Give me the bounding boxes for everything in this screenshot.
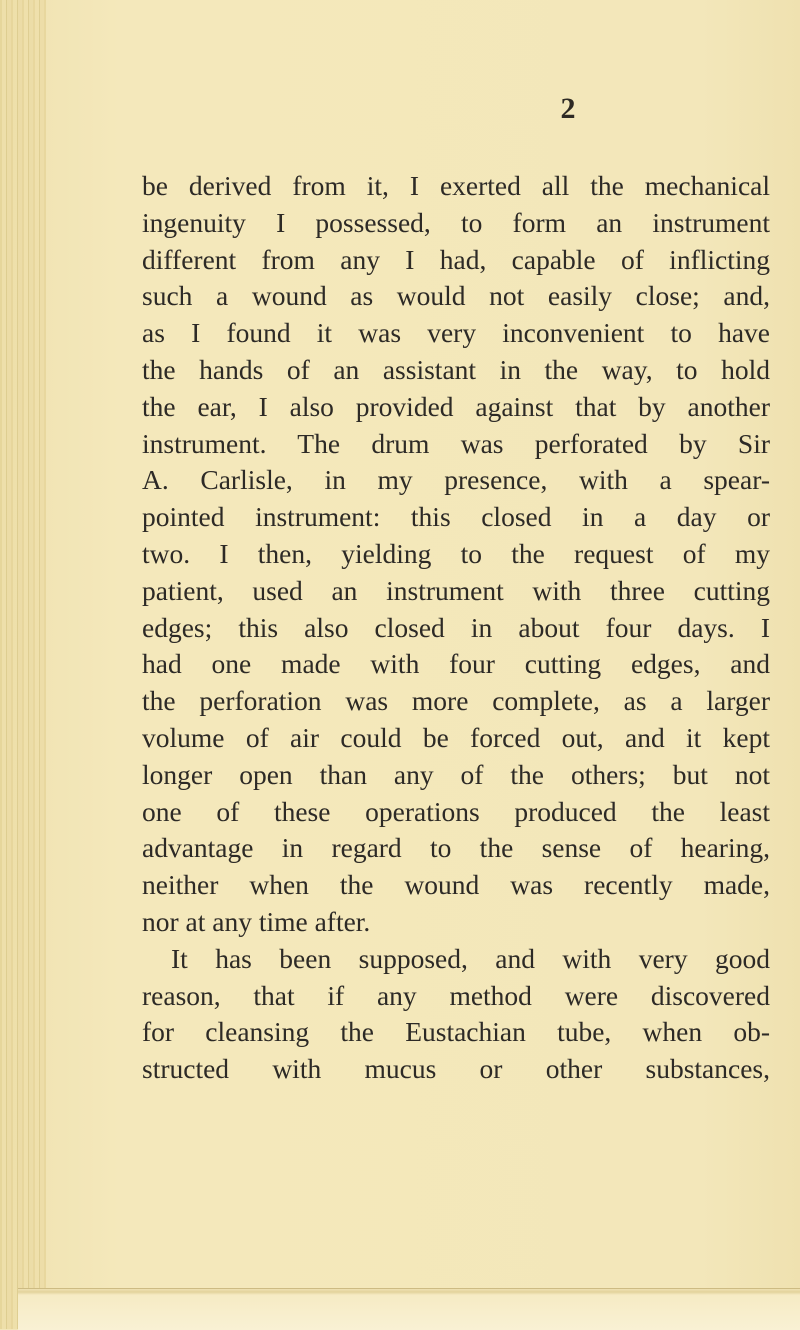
text-line: instrument. The drum was perforated by Sir xyxy=(142,427,770,459)
text-line: edges; this also closed in about four days. I xyxy=(142,611,770,643)
text-line: ingenuity I possessed, to form an instrument xyxy=(142,206,770,238)
text-line: patient, used an instrument with three cutting xyxy=(142,574,770,606)
body-text xyxy=(142,168,770,1088)
text-line: longer open than any of the others; but not xyxy=(142,758,770,790)
page-number: 2 xyxy=(560,92,576,125)
text-line: A. Carlisle, in my presence, with a spear- xyxy=(142,464,770,496)
text-line: pointed instrument: this closed in a day or xyxy=(142,501,770,533)
text-line: had one made with four cutting edges, and xyxy=(142,648,770,680)
text-line: the perforation was more complete, as a larger xyxy=(142,685,770,717)
text-line: advantage in regard to the sense of hearing, xyxy=(142,832,770,864)
text-line: structed with mucus or other substances, xyxy=(142,1053,770,1085)
text-line: for cleansing the Eustachian tube, when ob- xyxy=(142,1016,770,1048)
text-line: such a wound as would not easily close; and, xyxy=(142,280,770,312)
text-line: as I found it was very inconvenient to have xyxy=(142,317,770,349)
text-line: the ear, I also provided against that by another xyxy=(142,390,770,422)
page-bottom-edge xyxy=(18,1288,800,1330)
text-line: the hands of an assistant in the way, to hold xyxy=(142,353,770,385)
page-gutter xyxy=(0,0,46,1329)
text-line: It has been supposed, and with very good xyxy=(171,942,770,974)
text-line: neither when the wound was recently made, xyxy=(142,869,770,901)
text-line: volume of air could be forced out, and it kept xyxy=(142,721,770,753)
text-line: be derived from it, I exerted all the mechanical xyxy=(142,170,770,201)
text-line: two. I then, yielding to the request of my xyxy=(142,537,770,569)
text-line: one of these operations produced the least xyxy=(142,795,770,827)
text-line: nor at any time after. xyxy=(142,905,371,937)
text-line: reason, that if any method were discovered xyxy=(142,979,770,1011)
text-line: different from any I had, capable of inflicting xyxy=(142,243,770,275)
